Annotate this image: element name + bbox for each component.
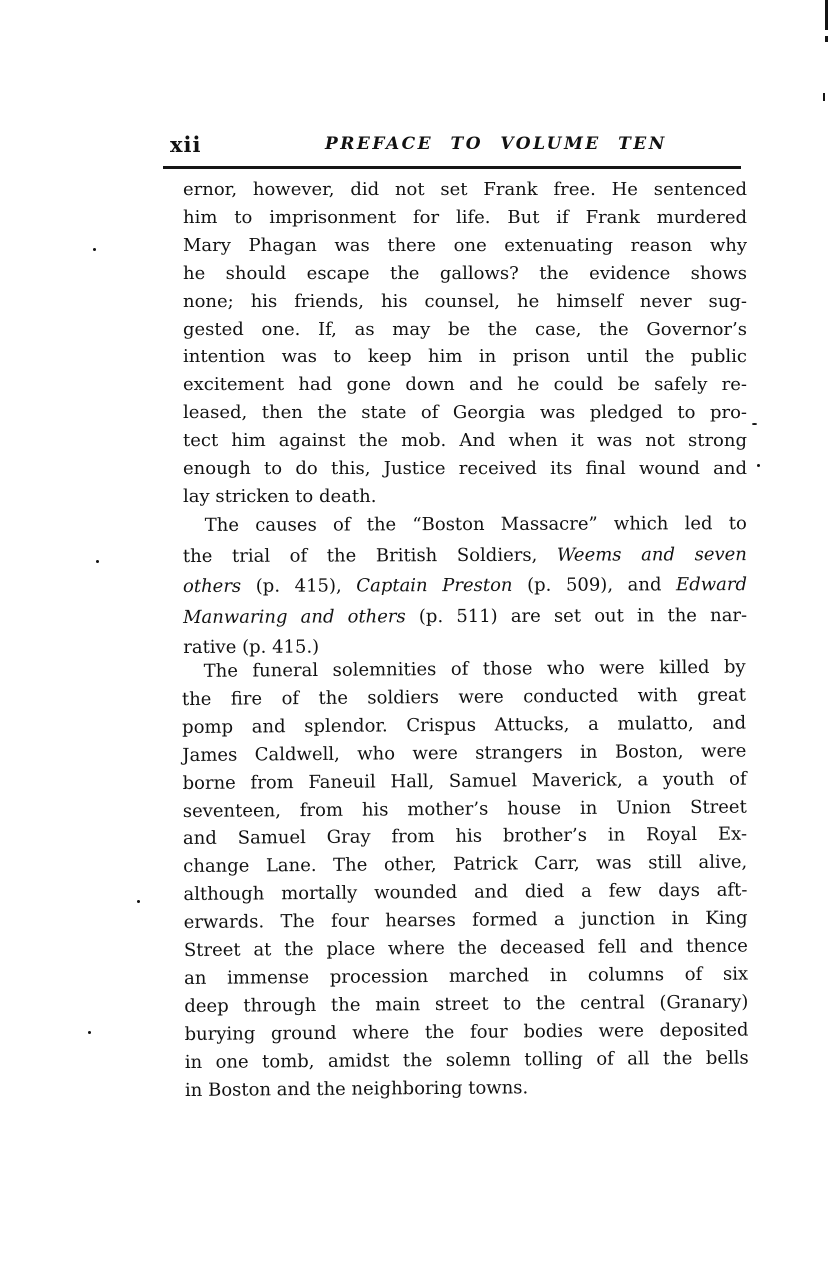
text-line xyxy=(184,932,748,964)
text-segment: in Boston and the neighboring towns. xyxy=(184,1076,529,1101)
text-segment: he should escape the gallows? the evidence shows xyxy=(183,262,747,284)
text-line xyxy=(184,988,748,1020)
text-line xyxy=(183,877,747,909)
text-segment: tect him against the mob. And when it was not strong xyxy=(183,430,747,452)
text-line xyxy=(182,765,746,797)
text-segment: excitement had gone down and he could be safely re- xyxy=(183,374,747,396)
text-segment: rative (p. 415.) xyxy=(183,636,320,659)
scan-artifact-speck xyxy=(96,560,99,563)
text-segment: (p. 511) are set out in the nar- xyxy=(405,604,748,627)
text-line xyxy=(183,176,747,204)
text-segment: lay stricken to death. xyxy=(183,485,377,507)
text-line xyxy=(183,821,747,853)
paragraph xyxy=(183,176,747,511)
page-number: xii xyxy=(170,132,202,157)
text-segment: The funeral solemnities of those who were killed by xyxy=(203,656,746,682)
scan-artifact-speck xyxy=(88,1031,91,1034)
text-segment: borne from Faneuil Hall, Samuel Maverick, a youth of xyxy=(182,768,747,794)
text-line xyxy=(183,232,747,260)
text-line xyxy=(183,204,747,232)
text-line xyxy=(183,483,747,511)
italic-text-segment: Weems and seven xyxy=(556,543,747,566)
text-line xyxy=(184,905,748,937)
text-line xyxy=(183,455,747,483)
text-line xyxy=(183,427,747,455)
italic-text-segment: Manwaring and others xyxy=(183,605,406,628)
paragraph xyxy=(183,509,748,664)
scan-artifact-speck xyxy=(137,900,140,903)
text-line xyxy=(182,681,746,713)
text-segment: the fire of the soldiers were conducted with great xyxy=(181,684,746,710)
text-segment: and Samuel Gray from his brother’s in Royal Ex- xyxy=(182,823,748,850)
text-segment: Street at the place where the deceased fell and thence xyxy=(183,935,748,961)
italic-text-segment: Edward xyxy=(676,574,748,596)
text-line xyxy=(183,343,747,371)
text-segment: (p. 415), xyxy=(241,575,357,597)
text-segment: erwards. The four hearses formed a junction in King xyxy=(183,907,748,933)
text-segment: gested one. If, as may be the case, the Governor’s xyxy=(183,318,747,340)
text-line xyxy=(185,1044,749,1076)
text-segment: enough to do this, Justice received its final wound and xyxy=(183,458,747,480)
italic-text-segment: Captain Preston xyxy=(356,574,513,597)
text-segment: ernor, however, did not set Frank free. He sentenced xyxy=(183,179,747,200)
header-rule xyxy=(163,166,741,169)
text-line xyxy=(183,540,747,573)
text-line xyxy=(183,793,747,825)
scan-artifact-vertical-mark xyxy=(825,0,828,30)
text-segment: none; his friends, his counsel, he himself never sug- xyxy=(183,290,747,312)
text-segment: seventeen, from his mother’s house in Union Street xyxy=(182,795,747,822)
text-segment: change Lane. The other, Patrick Carr, was still alive, xyxy=(183,851,748,878)
text-segment: The causes of the “Boston Massacre” which led to xyxy=(204,512,747,536)
text-segment: James Caldwell, who were strangers in Boston, were xyxy=(182,740,747,766)
scan-artifact-speck xyxy=(93,248,96,251)
text-block xyxy=(183,176,747,1104)
text-segment: deep through the main street to the central (Granary) xyxy=(184,991,749,1017)
scan-artifact-dot xyxy=(825,36,828,42)
text-segment: him to imprisonment for life. But if Frank murdered xyxy=(183,206,747,228)
text-line xyxy=(183,509,747,542)
scan-artifact-speck xyxy=(752,423,757,425)
italic-text-segment: others xyxy=(182,575,242,598)
text-line xyxy=(183,399,747,427)
scan-artifact-speck xyxy=(757,464,760,467)
text-line xyxy=(183,260,747,288)
text-segment: although mortally wounded and died a few days aft- xyxy=(183,879,748,906)
text-line xyxy=(182,653,746,685)
text-line xyxy=(185,1072,749,1104)
paragraph xyxy=(182,653,749,1104)
text-segment: pomp and splendor. Crispus Attucks, a mulatto, and xyxy=(182,712,747,738)
text-line xyxy=(182,737,746,769)
text-line xyxy=(184,1016,748,1048)
scan-artifact-tick xyxy=(823,93,825,101)
text-line xyxy=(183,371,747,399)
text-segment: in one tomb, amidst the solemn tolling of all the bells xyxy=(184,1047,749,1073)
text-line xyxy=(184,960,748,992)
text-segment: an immense procession marched in columns of six xyxy=(184,963,749,989)
text-segment: the trial of the British Soldiers, xyxy=(182,544,557,567)
text-line xyxy=(183,849,747,881)
text-segment: intention was to keep him in prison until the public xyxy=(183,346,747,368)
text-segment: burying ground where the four bodies were deposited xyxy=(184,1019,749,1045)
text-segment: (p. 509), and xyxy=(512,574,677,596)
text-line xyxy=(182,709,746,741)
text-segment: leased, then the state of Georgia was pledged to pro- xyxy=(183,402,747,424)
text-line xyxy=(183,601,747,634)
text-line xyxy=(183,316,747,344)
text-line xyxy=(183,570,747,603)
text-line xyxy=(183,288,747,316)
text-segment: Mary Phagan was there one extenuating reason why xyxy=(183,234,747,256)
running-header-title: PREFACE TO VOLUME TEN xyxy=(325,134,667,154)
